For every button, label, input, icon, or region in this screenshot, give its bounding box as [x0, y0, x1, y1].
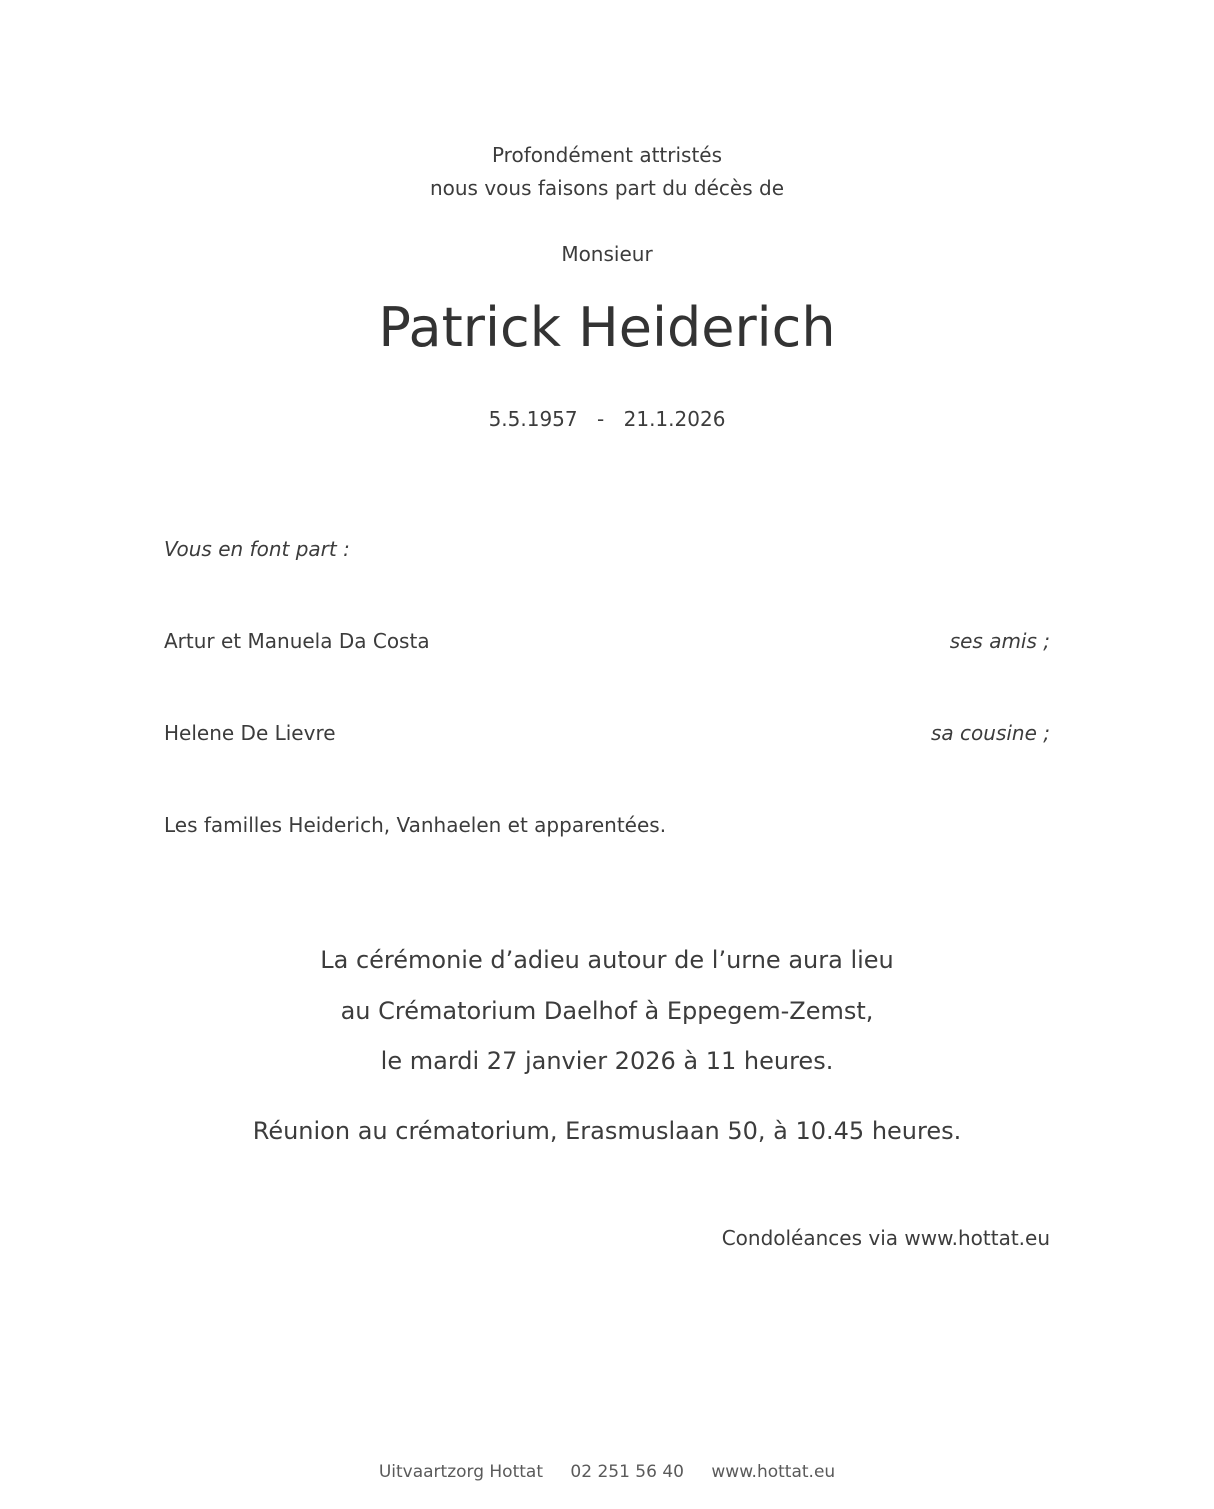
intro-line-2: nous vous faisons part du décès de: [429, 176, 785, 200]
birth-date: 5.5.1957: [488, 407, 578, 431]
ceremony-line-3: le mardi 27 janvier 2026 à 11 heures.: [380, 1047, 834, 1075]
footer-company: Uitvaartzorg Hottat: [378, 1462, 544, 1482]
family-entry-name: Helene De Lievre: [164, 721, 336, 745]
death-date: 21.1.2026: [623, 407, 726, 431]
footer: [0, 1462, 1214, 1482]
family-intro: Vous en font part :: [164, 537, 350, 561]
date-separator: -: [597, 407, 605, 431]
footer-website: www.hottat.eu: [711, 1462, 836, 1482]
family-entry-name: Artur et Manuela Da Costa: [164, 629, 430, 653]
deceased-title: Monsieur: [561, 242, 653, 266]
ceremony-line-2: au Crématorium Daelhof à Eppegem-Zemst,: [340, 997, 874, 1025]
intro-line-1: Profondément attristés: [491, 143, 723, 167]
family-entry-relation: ses amis ;: [949, 629, 1050, 653]
deceased-name: Patrick Heiderich: [378, 296, 836, 359]
life-dates: [0, 407, 1214, 431]
family-closing: Les familles Heiderich, Vanhaelen et apparentées.: [164, 813, 667, 837]
footer-phone: 02 251 56 40: [570, 1462, 684, 1482]
condolences-note: Condoléances via www.hottat.eu: [721, 1226, 1050, 1250]
meeting-info: Réunion au crématorium, Erasmuslaan 50, à 10.45 heures.: [252, 1117, 962, 1145]
family-entry-relation: sa cousine ;: [931, 721, 1050, 745]
ceremony-line-1: La cérémonie d’adieu autour de l’urne aura lieu: [320, 946, 894, 974]
